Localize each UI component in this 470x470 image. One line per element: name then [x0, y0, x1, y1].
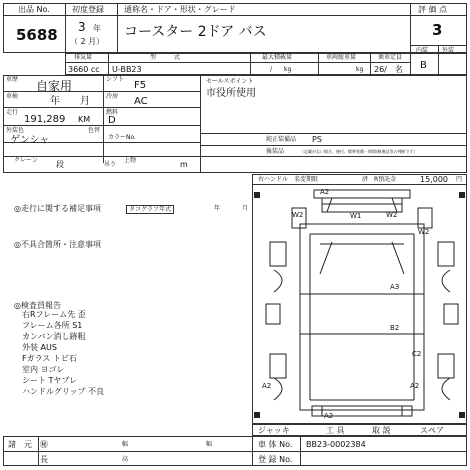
upper-value: m — [180, 160, 188, 169]
retrofit-note: （記載がない場合、後付、標準装備・時間/修理品等の判断です） — [300, 149, 418, 154]
max-load-unit: / kg — [270, 66, 292, 73]
inspector-line: カンバン消し跡粗 — [22, 332, 86, 341]
capacity: 26/ 名 — [374, 65, 403, 74]
inspection-label: 車検 — [6, 93, 19, 100]
exterior-label: 外装 — [442, 47, 455, 54]
color-no-label: 色替 — [88, 127, 101, 134]
selling-points-text: 市役所使用 — [206, 88, 256, 99]
tachograph-label: タコグラフ年式 — [126, 205, 174, 214]
height-label: 高 — [122, 456, 129, 463]
jack: ジャッキ — [258, 426, 290, 435]
damage-mark: A2 — [262, 382, 272, 390]
damage-mark: C2 — [412, 350, 422, 358]
ac-label: 冷房 — [106, 93, 119, 100]
tachograph-year: 年 — [214, 205, 221, 212]
grade-label: 評 価 点 — [418, 5, 448, 14]
interior-label: 内装 — [416, 47, 429, 54]
damage-mark: W2 — [418, 228, 430, 236]
inspector-line: フレーム各所 S1 — [22, 321, 83, 330]
inspector-label: ◎検査員報告 — [14, 301, 61, 310]
vehicle-type: 自家用 — [36, 79, 73, 93]
fuel: D — [108, 115, 116, 126]
std-equipment-value: PS — [312, 135, 322, 144]
color-label: 外装色 — [6, 127, 25, 134]
damage-mark: A2 — [324, 412, 334, 420]
year-unit: 年 — [93, 24, 101, 33]
crane-value: 段 — [56, 160, 64, 169]
mileage-unit: KM — [78, 115, 91, 124]
crane-label: クレーン — [14, 157, 38, 164]
displacement: 3660 cc — [68, 65, 100, 74]
inspector-line: 外装 AUS — [22, 343, 57, 352]
gross-weight-unit: kg — [356, 66, 364, 73]
running-notes-label: ◎走行に関する補足事項 — [14, 204, 101, 213]
gross-weight-label: 車両総重量 — [326, 54, 357, 61]
manual: 取 説 — [372, 426, 391, 435]
inspector-line: ハンドルグリップ 不良 — [22, 387, 105, 396]
retrofit-label: 後装品 — [266, 148, 285, 155]
color-no-sub: カラーNo. — [108, 134, 136, 141]
ac: AC — [134, 96, 148, 107]
recycle-label: 済 — [362, 176, 369, 183]
model: U-BB23 — [112, 65, 142, 74]
selling-points-label: セールスポイント — [206, 78, 254, 85]
grade-value: 3 — [432, 21, 443, 39]
damage-mark: W1 — [350, 212, 362, 220]
damage-mark: A3 — [390, 283, 400, 291]
tachograph-month: 月 — [242, 205, 249, 212]
width2-label: 幅 — [206, 441, 213, 448]
first-reg-label: 初度登録 — [72, 5, 104, 14]
interior-grade: B — [420, 60, 427, 71]
recycle-amount: 15,000 — [420, 175, 448, 184]
chassis-label: 車 体 No. — [258, 440, 293, 449]
damage-mark: W2 — [292, 211, 304, 219]
damage-mark: B2 — [390, 324, 400, 332]
first-reg-month: （ 2 月） — [70, 37, 105, 46]
model-label: 型 式 — [150, 54, 181, 61]
car-name: コースター 2ドア バス — [124, 24, 267, 40]
capacity-label: 乗車定員 — [378, 54, 403, 61]
car-name-label: 通称名・ドア・形状・グレード — [124, 5, 236, 14]
width-label: 幅 — [122, 441, 129, 448]
vehicle-type-label: 車歴 — [6, 76, 19, 83]
vehicle-damage-diagram — [252, 184, 467, 424]
inspector-line: 室内 ヨゴレ — [22, 365, 65, 374]
ownership: 名変期限 — [294, 176, 319, 183]
color: ゲンシャ — [10, 135, 50, 146]
max-load-label: 最大積載量 — [262, 54, 293, 61]
lot-label: 出品 No. — [18, 5, 50, 14]
crane-lift: 吊り — [104, 161, 117, 168]
recycle-value: R預託金 — [374, 176, 397, 183]
mileage-label: 走行 — [6, 109, 19, 116]
displacement-label: 排気量 — [74, 54, 93, 61]
inspector-line: シート Tヤブレ — [22, 376, 78, 385]
fuel-label: 燃料 — [106, 109, 119, 116]
first-reg-year: 3 — [78, 20, 86, 34]
mileage: 191,289 — [24, 114, 66, 125]
upper-label: 上物 — [124, 157, 137, 164]
spare: スペア — [420, 426, 444, 435]
shift: F5 — [134, 80, 147, 91]
defects-label: ◎不具合箇所・注意事項 — [14, 240, 101, 249]
inspector-line: 右Rフレーム先 歪 — [22, 310, 86, 319]
steering: 右ハンドル — [258, 176, 289, 183]
spec-mark: ㊙ — [40, 440, 48, 449]
recycle-unit: 円 — [456, 176, 463, 183]
chassis-number: BB23-0002384 — [306, 440, 366, 449]
inspector-lines — [22, 310, 104, 398]
damage-mark: A2 — [320, 188, 330, 196]
spec-label: 諸 元 — [8, 440, 32, 449]
lot-number: 5688 — [16, 26, 58, 44]
damage-mark: A2 — [410, 382, 420, 390]
registration-label: 登 録 No. — [258, 455, 293, 464]
length-label: 長 — [40, 455, 48, 464]
damage-mark: W2 — [386, 211, 398, 219]
inspector-line: Fガラス トビ石 — [22, 354, 77, 363]
shift-label: シフト — [106, 76, 125, 83]
std-equipment-label: 純正装備品 — [266, 136, 297, 143]
tool: 工 具 — [326, 426, 345, 435]
inspection: 年 月 — [50, 96, 90, 107]
